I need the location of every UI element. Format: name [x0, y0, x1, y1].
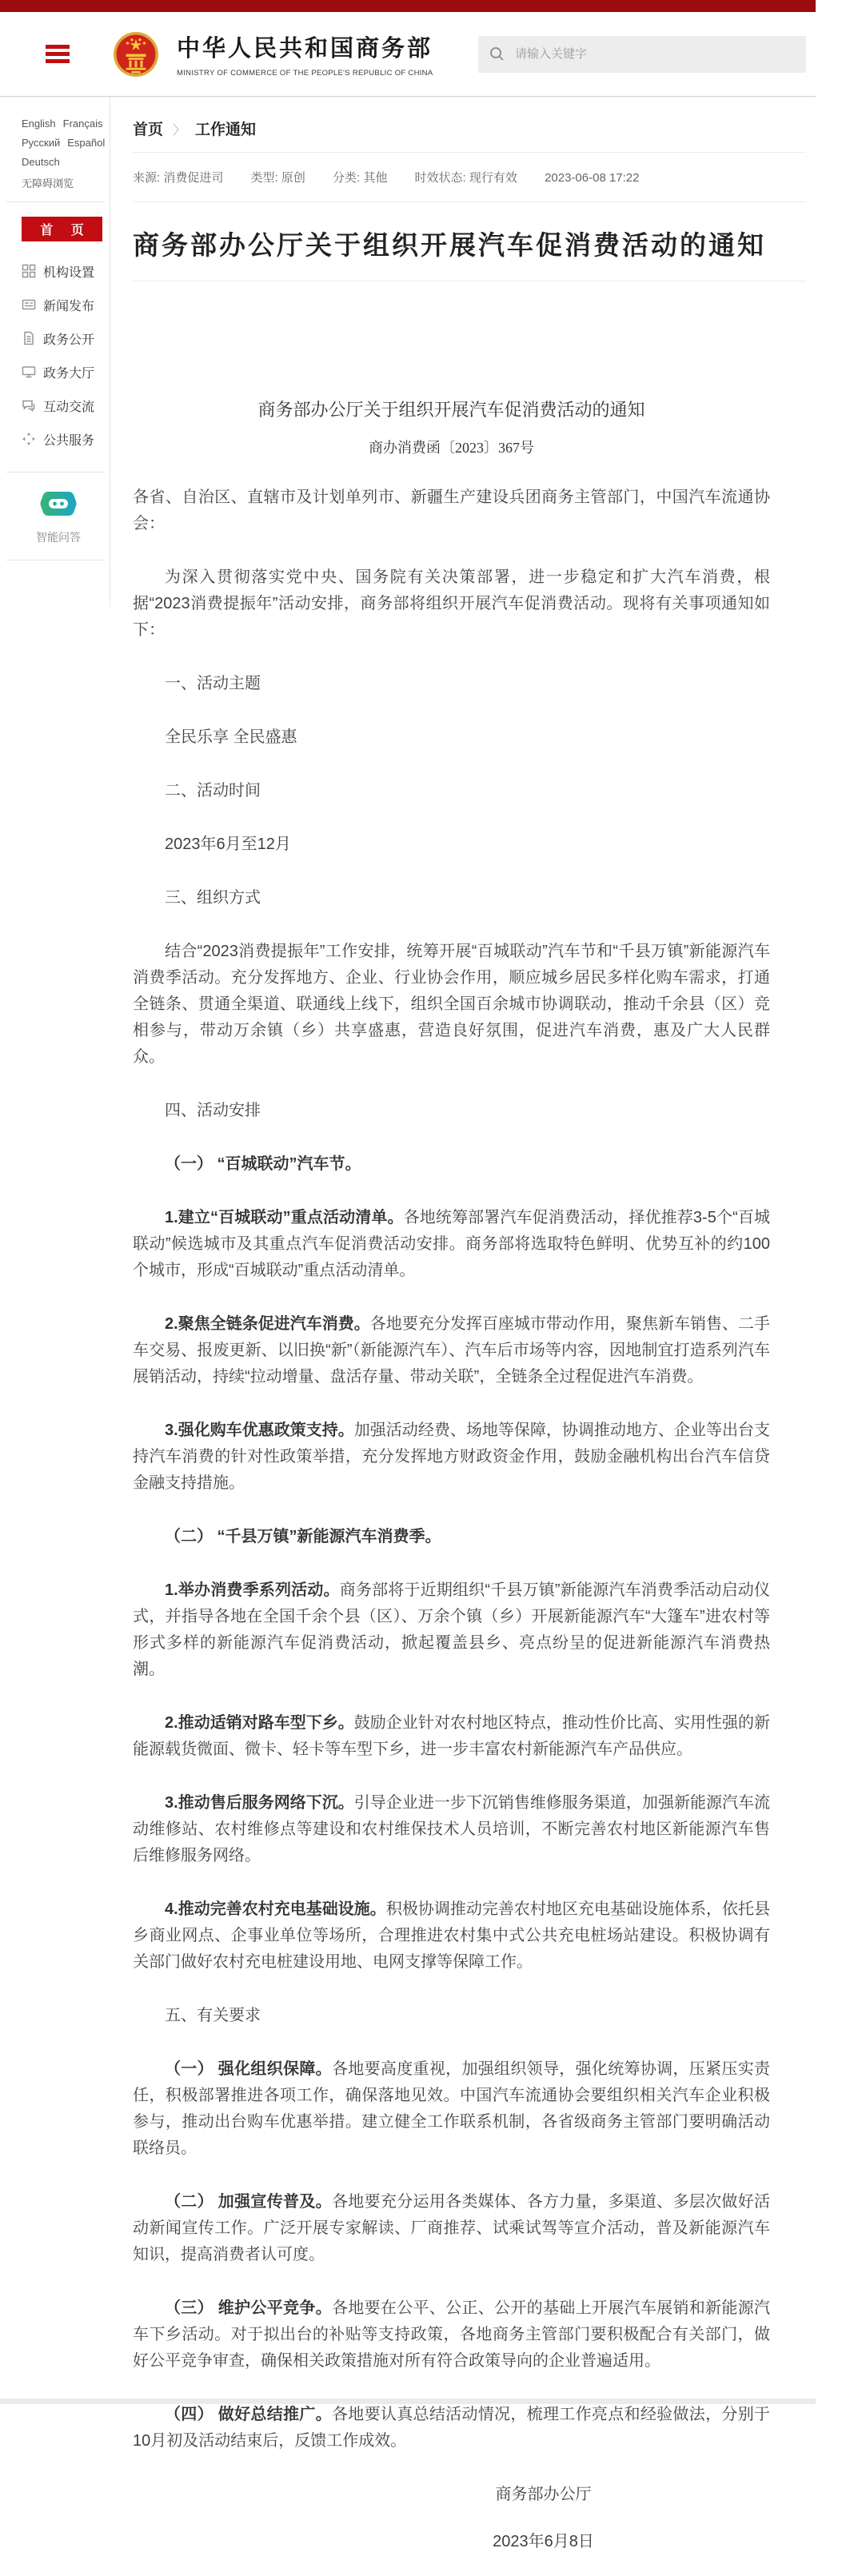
paragraph-text: 结合“2023消费提振年”工作安排，统筹开展“百城联动”汽车节和“千县万镇”新能源汽车消费季活动。充分发挥地方、企业、行业协会作用，顺应城乡居民多样化购车需求，打通全链条、贯通全渠道、联通线上线下，组织全国百余城市协调联动，推动千余县（区）竞相参与，带动万余镇（乡）共享盛惠，营造良好氛围，促进汽车消费，惠及广大人民群众。 — [133, 943, 770, 1066]
divider — [133, 201, 806, 202]
search-box[interactable] — [478, 36, 806, 73]
paragraph — [133, 671, 770, 697]
sidebar-item-news[interactable] — [22, 288, 110, 321]
sidebar-item-gov-info[interactable] — [22, 321, 110, 355]
content-area — [110, 97, 816, 2576]
sidebar-divider — [6, 201, 105, 202]
sidebar-divider — [6, 472, 105, 473]
breadcrumb-separator: 〉 — [173, 124, 186, 138]
paragraph-text: 各地统筹部署汽车促消费活动，择优推荐3-5个“百城联动”候选城市及其重点汽车促消费活动安排。商务部将选取特色鲜明、优势互补的约100个城市，形成“百城联动”重点活动清单。 — [133, 1209, 770, 1279]
paragraph-text: 三、组织方式 — [165, 889, 261, 907]
paragraph-lead: （二） 加强宣传普及。 — [165, 2193, 332, 2211]
sidebar-item-label: 互动交流 — [43, 400, 95, 414]
site-brand — [177, 30, 433, 78]
paragraph — [133, 1418, 770, 1497]
document-title: 商务部办公厅关于组织开展汽车促消费活动的通知 — [257, 400, 645, 420]
paragraph — [133, 778, 770, 804]
paragraph-text: 一、活动主题 — [165, 675, 261, 692]
sidebar-menu — [22, 254, 110, 456]
lang-deutsch[interactable]: Deutsch — [22, 156, 60, 168]
document-number: 商办消费函〔2023〕367号 — [369, 440, 534, 456]
paragraph — [133, 885, 770, 911]
paragraph — [133, 484, 770, 537]
paragraph — [133, 2295, 770, 2375]
accessibility-link[interactable]: 无障碍浏览 — [22, 177, 74, 189]
site-title: 中华人民共和国商务部 — [177, 36, 433, 62]
paragraph — [133, 1311, 770, 1390]
site-header — [0, 12, 816, 97]
site-subtitle: MINISTRY OF COMMERCE OF THE PEOPLE'S REPUBLIC OF CHINA — [177, 69, 433, 78]
paragraph — [133, 2402, 770, 2454]
paragraph-text: 全民乐享 全民盛惠 — [165, 728, 297, 746]
paragraph — [133, 1205, 770, 1284]
grid-icon — [22, 264, 36, 278]
paragraph-lead: 2.推动适销对路车型下乡。 — [165, 1714, 354, 1732]
meta-category: 分类: 其他 — [333, 171, 388, 185]
paragraph — [133, 564, 770, 644]
paragraph — [133, 724, 770, 751]
paragraph — [133, 1896, 770, 1976]
paragraph-text: 2023年6月8日 — [493, 2533, 594, 2550]
lang-english[interactable]: English — [22, 118, 56, 130]
paragraph — [133, 1790, 770, 1869]
paragraph — [133, 1524, 770, 1550]
paragraph-lead: （一） “百城联动”汽车节。 — [165, 1155, 361, 1173]
paragraph-text: 各地要充分运用各类媒体、各方力量，多渠道、多层次做好活动新闻宣传工作。广泛开展专家解读、厂商推荐、试乘试驾等宣介活动，普及新能源汽车知识，提高消费者认可度。 — [133, 2193, 771, 2263]
paragraph-text: 商务部办公厅 — [495, 2486, 592, 2503]
paragraph-text: 二、活动时间 — [165, 782, 261, 800]
meta-datetime: 2023-06-08 17:22 — [545, 171, 640, 185]
sidebar-item-public-service[interactable] — [22, 422, 110, 456]
paragraph — [133, 2056, 770, 2162]
search-icon — [489, 46, 505, 62]
breadcrumb-home[interactable]: 首页 — [133, 122, 164, 138]
monitor-icon — [22, 365, 36, 379]
paragraph-text: 为深入贯彻落实党中央、国务院有关决策部署，进一步稳定和扩大汽车消费，根据“2023消费提振年”活动安排，商务部将组织开展汽车促消费活动。现将有关事项通知如下： — [133, 568, 770, 639]
sidebar-item-orgs[interactable] — [22, 254, 110, 288]
sidebar-item-label: 新闻发布 — [43, 299, 95, 313]
paragraph — [133, 2189, 770, 2268]
meta-type: 类型: 原创 — [250, 171, 305, 185]
paragraph-text: 积极协调推动完善农村地区充电基础设施体系，依托县乡商业网点、企事业单位等场所，合理推进农村集中式公共充电桩场站建设。积极协调有关部门做好农村充电桩建设用地、电网支撑等保障工作。 — [133, 1900, 771, 1971]
document — [133, 281, 806, 2555]
lang-francais[interactable]: Français — [62, 118, 103, 130]
search-input[interactable] — [515, 47, 795, 61]
meta-validity: 时效状态: 现行有效 — [414, 171, 517, 185]
paragraph-lead: 1.建立“百城联动”重点活动清单。 — [165, 1209, 404, 1226]
main-layout — [0, 97, 816, 2576]
paragraph-lead: （四） 做好总结推广。 — [165, 2406, 332, 2423]
paragraph-text: 各省、自治区、直辖市及计划单列市、新疆生产建设兵团商务主管部门，中国汽车流通协会： — [133, 488, 770, 532]
paragraph-text: 各地要认真总结活动情况，梳理工作亮点和经验做法，分别于10月初及活动结束后，反馈工作成效。 — [133, 2406, 771, 2450]
news-icon — [22, 297, 36, 312]
sidebar-item-interaction[interactable] — [22, 389, 110, 422]
paragraph — [133, 1098, 770, 1124]
paragraph-lead: 3.强化购车优惠政策支持。 — [165, 1422, 354, 1439]
meta-source: 来源: 消费促进司 — [133, 171, 224, 185]
paragraph-text: 2023年6月至12月 — [165, 835, 291, 853]
sidebar-home-button[interactable]: 首 页 — [22, 217, 102, 241]
paragraph-text: 加强活动经费、场地等保障，协调推动地方、企业等出台支持汽车消费的针对性政策举措，充分发挥地方财政资金作用，鼓励金融机构出台汽车信贷金融支持措施。 — [133, 1422, 770, 1492]
chat-icon — [22, 398, 36, 413]
smart-qa[interactable] — [22, 488, 95, 545]
sidebar-item-label: 机构设置 — [43, 265, 95, 280]
sidebar-item-label: 政务公开 — [43, 333, 95, 347]
paragraph — [133, 2003, 770, 2029]
paragraph-lead: 1.举办消费季系列活动。 — [165, 1581, 340, 1599]
paragraph — [133, 1151, 770, 1178]
menu-icon[interactable] — [46, 42, 70, 66]
paragraph — [133, 1577, 770, 1683]
paragraph — [133, 1710, 770, 1763]
paragraph — [133, 939, 770, 1071]
sidebar — [0, 97, 110, 607]
sidebar-item-label: 政务大厅 — [43, 366, 95, 381]
service-icon — [22, 432, 36, 446]
breadcrumb-current[interactable]: 工作通知 — [195, 122, 257, 138]
paragraph-lead: 2.聚焦全链条促进汽车消费。 — [165, 1315, 370, 1333]
paragraph-lead: （一） 强化组织保障。 — [165, 2060, 332, 2078]
paragraph — [225, 2529, 862, 2555]
page-title: 商务部办公厅关于组织开展汽车促消费活动的通知 — [133, 230, 766, 260]
paragraph-lead: 3.推动售后服务网络下沉。 — [165, 1794, 354, 1812]
lang-espanol[interactable]: Español — [67, 137, 106, 149]
paragraph — [133, 831, 770, 858]
document-icon — [22, 331, 36, 345]
paragraph-text: 四、活动安排 — [165, 1102, 261, 1119]
document-body — [133, 484, 770, 2555]
footer-strip — [0, 2399, 816, 2404]
breadcrumb — [133, 97, 806, 139]
paragraph-text: 引导企业进一步下沉销售维修服务渠道，加强新能源汽车流动维修站、农村维修点等建设和农村维保技术人员培训，不断完善农村地区新能源汽车售后维修服务网络。 — [133, 1794, 770, 1864]
language-links — [22, 118, 110, 190]
paragraph-text: 各地要充分发挥百座城市带动作用，聚焦新车销售、二手车交易、报废更新、以旧换“新”（新能源汽车）、汽车后市场等内容，因地制宜打造系列汽车展销活动，持续“拉动增量、盘活存量、带动关联”，全链条全过程促进汽车消费。 — [133, 1315, 770, 1386]
top-red-bar — [0, 0, 816, 12]
sidebar-item-label: 公共服务 — [43, 433, 95, 448]
sidebar-item-service-hall[interactable] — [22, 355, 110, 389]
paragraph-lead: （三） 维护公平竞争。 — [165, 2299, 332, 2317]
smart-qa-label: 智能问答 — [36, 531, 81, 544]
article-meta — [133, 153, 806, 201]
paragraph — [225, 2482, 862, 2508]
paragraph-text: 各地要高度重视，加强组织领导，强化统筹协调，压紧压实责任，积极部署推进各项工作，确保落地见效。中国汽车流通协会要组织相关汽车企业积极参与，推动出台购车优惠举措。建立健全工作联系机制，各省级商务主管部门要明确活动联络员。 — [133, 2060, 771, 2157]
paragraph-text: 商务部将于近期组织“千县万镇”新能源汽车消费季活动启动仪式，并指导各地在全国千余个县（区）、万余个镇（乡）开展新能源汽车“大篷车”进农村等形式多样的新能源汽车促消费活动，掀起覆盖县乡、亮点纷呈的促进新能源汽车消费热潮。 — [133, 1581, 770, 1678]
paragraph-lead: （二） “千县万镇”新能源汽车消费季。 — [165, 1528, 441, 1545]
paragraph-text: 各地要在公平、公正、公开的基础上开展汽车展销和新能源汽车下乡活动。对于拟出台的补贴等支持政策，各地商务主管部门要积极配合有关部门，做好公平竞争审查，确保相关政策措施对所有符合政策导向的企业普遍适用。 — [133, 2299, 771, 2370]
paragraph-lead: 4.推动完善农村充电基础设施。 — [165, 1900, 386, 1918]
national-emblem-icon — [113, 31, 159, 78]
paragraph-text: 五、有关要求 — [165, 2007, 261, 2024]
paragraph-text: 鼓励企业针对农村地区特点，推动性价比高、实用性强的新能源载货微面、微卡、轻卡等车型下乡，进一步丰富农村新能源汽车产品供应。 — [133, 1714, 770, 1758]
robot-icon — [40, 488, 77, 519]
lang-russian[interactable]: Русский — [22, 137, 61, 149]
